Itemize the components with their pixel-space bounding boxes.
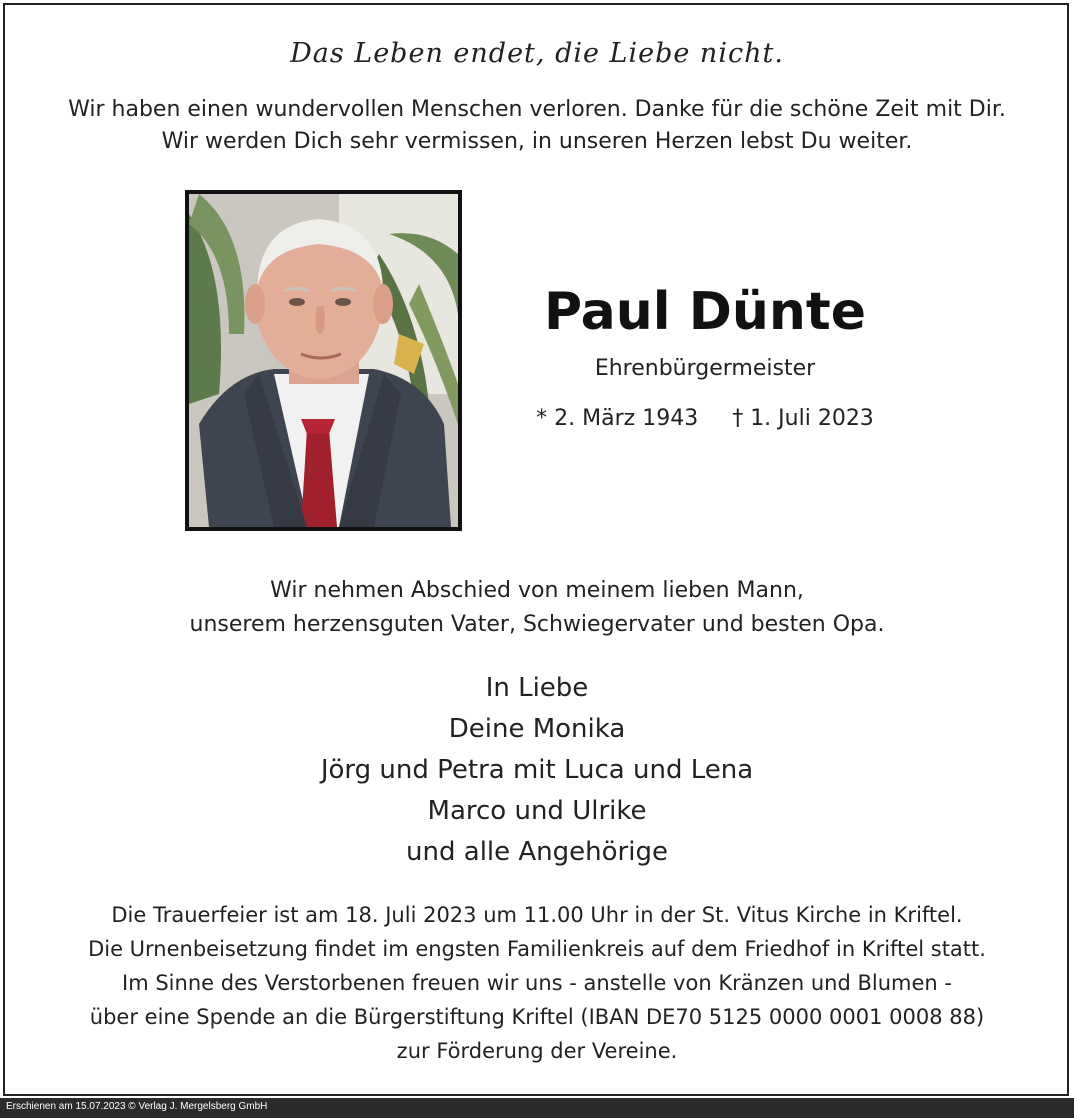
motto: Das Leben endet, die Liebe nicht. [290,38,784,69]
farewell-text [0,574,1074,642]
intro-text [0,94,1074,158]
footer-text: Erschienen am 15.07.2023 © Verlag J. Mergelsberg GmbH [6,1101,268,1112]
notice-line: über eine Spende an die Bürgerstiftung Kriftel (IBAN DE70 5125 0000 0001 0008 88) [89,1005,985,1029]
portrait-photo [185,190,462,531]
notice-line: zur Förderung der Vereine. [396,1039,678,1063]
birth-date: * 2. März 1943 [536,406,699,431]
mourner-line: und alle Angehörige [406,837,668,867]
farewell-line: unserem herzensguten Vater, Schwiegervater und besten Opa. [189,612,885,637]
life-dates [470,406,940,431]
mourner-line: Jörg und Petra mit Luca und Lena [320,755,754,785]
mourner-line: Marco und Ulrike [427,796,647,826]
notice-line: Im Sinne des Verstorbenen freuen wir uns - anstelle von Kränzen und Blumen - [122,971,952,995]
deceased-title: Ehrenbürgermeister [594,356,816,381]
death-date: 1. Juli 2023 [750,406,874,431]
cross-icon: † [732,406,744,431]
mourners-list [0,668,1074,873]
notice-line: Die Urnenbeisetzung findet im engsten Familienkreis auf dem Friedhof in Kriftel statt. [88,937,986,961]
funeral-notice [0,898,1074,1068]
mourner-line: In Liebe [485,673,589,703]
deceased-name: Paul Dünte [543,282,867,342]
publication-footer [0,1098,1074,1118]
portrait-illustration [189,194,458,527]
intro-line: Wir haben einen wundervollen Menschen verloren. Danke für die schöne Zeit mit Dir. [68,97,1006,122]
farewell-line: Wir nehmen Abschied von meinem lieben Mann, [270,578,804,603]
intro-line: Wir werden Dich sehr vermissen, in unseren Herzen lebst Du weiter. [161,129,913,154]
notice-line: Die Trauerfeier ist am 18. Juli 2023 um 11.00 Uhr in der St. Vitus Kirche in Kriftel. [111,903,963,927]
mourner-line: Deine Monika [448,714,626,744]
